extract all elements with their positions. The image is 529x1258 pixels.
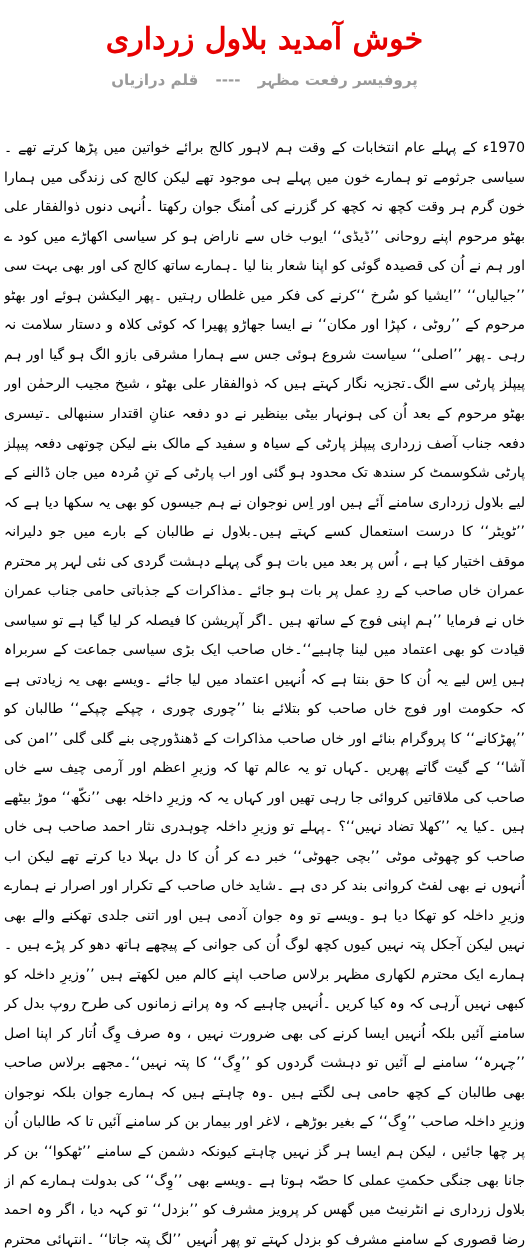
byline-separator: ---- xyxy=(215,71,241,89)
article-body xyxy=(0,134,529,1255)
article-paragraph-1: 1970ء کے پہلے عام انتخابات کے وقت ہم لاہور کالج برائے خواتین میں پڑھا کرتے تھے ۔سیاسی جرثومے تو ہمارے خون میں پہلے ہی موجود تھے لیکن کالج کی زندگی میں ہمارا خون گرم ہر وقت کچھ نہ کچھ کر گزرنے کی اُمنگ جوان رکھتا ۔اُنہی دنوں ذوالفقار علی بھٹو مرحوم اپنے روحانی ’’ڈیڈی‘‘ ایوب خاں سے ناراض ہو کر سیاسی اکھاڑے میں کود ے اور ہم نے اُن کی قصیدہ گوئی کو اپنا شعار بنا لیا ۔ہمارے ساتھ کالج کی اور بھی بہت سی ’’جیالیاں‘‘ ’’ایشیا کو سُرخ ‘‘کرنے کی فکر میں غلطاں رہتیں ۔پھر الیکشن ہوئے اور بھٹو مرحوم کے ’’روٹی ، کپڑا اور مکان‘‘ نے ایسا جھاڑو پھیرا کہ کوئی کلاہ و دستار سلامت نہ رہی ۔پھر ’’اصلی‘‘ سیاست شروع ہوئی جس سے ہمارا مشرقی بازو الگ ہو گیا اور ہم پیپلز پارٹی سے الگ۔تجزیہ نگار کہتے ہیں کہ ذوالفقار علی بھٹو ، شیخ مجیب الرحمٰن اور xyxy=(4,140,525,392)
byline-column-name: قلم درازیاں xyxy=(111,71,199,89)
byline-author: پروفیسر رفعت مظہر xyxy=(257,71,418,89)
article-title: خوش آمدید بلاول زرداری xyxy=(105,22,424,57)
byline xyxy=(0,66,529,94)
article-paragraph-3: بلاول زرداری نے انٹرنیٹ میں گھس کر پرویز مشرف کو ’’بزدل‘‘ تو کہہ دیا ، اگر وہ احمد رضا قصوری کے سامنے مشرف کو بزدل کہتے تو پھر اُنہیں ’’لگ پتہ جاتا‘‘ ۔انتہائی محترم xyxy=(4,1202,525,1248)
article-paragraph-2: بھٹو مرحوم کے بعد اُن کی ہونہار بیٹی بینظیر نے دو دفعہ عنانِ اقتدار سنبھالی ۔تیسری دفعہ جناب آصف زرداری پیپلز پارٹی کے سیاہ و سفید کے مالک بنے لیکن چوتھی دفعہ پیپلز پارٹی شکوسمٹ کر سندھ تک محدود ہو گئی اور اب پارٹی کے تنِ مُردہ میں جان ڈالنے کے لیے بلاول زرداری سامنے آئے ہیں اور اِس نوجوان نے ہم جیسوں کو بھی یہ سکھا دیا ہے کہ ’’ٹویٹر‘‘ کا درست استعمال کسے کہتے ہیں۔بلاول نے طالبان کے بارے میں جو دلیرانہ موقف اختیار کیا ہے ، اُس پر بعد میں بات ہو گی پہلے دہشت گردی کی نئی لہر پر محترم عمران خاں صاحب کے ردِ عمل پر بات ہو جائے ۔مذاکرات کے جذباتی حامی جناب عمران خاں نے فرمایا ’’ہم اپنی فوج کے ساتھ ہیں ۔اگر آپریشن کا فیصلہ کر لیا گیا ہے تو سیاسی قیادت کو بھی اعتماد میں لینا چاہیے‘‘۔خاں صاحب ایک بڑی سیاسی جماعت کے سربراہ ہیں اِس لیے یہ اُن کا حق بنتا ہے کہ اُنہیں اعتماد میں لیا جائے ۔ویسے بھی یہ زیادتی ہے کہ حکومت اور فوج خاں صاحب کو بتلائے بنا ’’چوری چوری ، چپکے چپکے‘‘ طالبان کو ’’پھڑکانے‘‘ کا پروگرام بنائے اور خاں صاحب مذاکرات کے ڈھنڈورچی بنے گلی گلی ’’امن کی آشا‘‘ کے گیت گاتے پھریں ۔کہاں تو یہ عالم تھا کہ وزیرِ اعظم اور آرمی چیف سے خاں صاحب کی ملاقاتیں کروائی جا رہی تھیں اور کہاں یہ کہ وزیرِ داخلہ بھی ’’نکّھ‘‘ موڑ بیٹھے ہیں ۔کیا یہ ’’کھلا تضاد نہیں‘‘؟ ۔پہلے تو وزیرِ داخلہ چوہدری نثار احمد صاحب ہی خاں صاحب کو چھوٹی موٹی ’’بچی جھوٹی‘‘ خبر دے کر اُن کا دل بہلا دیا کرتے تھے لیکن اب اُنہوں نے بھی لفٹ کروانی بند کر دی ہے ۔شاید خاں صاحب کے تکرار اور اصرار نے ہمارے وزیرِ داخلہ کو تھکا دیا ہو ۔ویسے تو وہ جوان آدمی ہیں اور اتنی جلدی تھکنے والے بھی نہیں لیکن آجکل پتہ نہیں کیوں کچھ لوگ اُن کی جوانی کے پیچھے ہاتھ دھو کر پڑے ہیں ۔ہمارے ایک محترم لکھاری مظہر برلاس صاحب اپنے کالم میں لکھتے ہیں ’’وزیرِ داخلہ کو کبھی نہیں آرہی کہ وہ کیا کریں ۔اُنہیں چاہیے کہ وہ پرانے زمانوں کی طرح روپ بدل کر سامنے آئیں بلکہ اُنہیں ایسا کرنے کی بھی ضرورت نہیں ، وہ صرف وِگ اُتار کر اپنا اصل ’’چہرہ‘‘ سامنے لے آئیں تو دہشت گردوں کو ’’وِگ‘‘ کا پتہ نہیں‘‘۔مجھے برلاس صاحب بھی طالبان کے کچھ حامی ہی لگتے ہیں ۔وہ چاہتے ہیں کہ ہمارے جوان بلکہ نوجوان وزیرِ داخلہ صاحب ’’وِگ‘‘ کے بغیر بوڑھے ، لاغر اور بیمار بن کر سامنے آئیں تا کہ طالبان اُن پر چھا جائیں ، لیکن ہم ایسا ہر گز نہیں چاہتے کیونکہ دشمن کے سامنے ’’ٹھکوا‘‘ بن کر جانا بھی جنگی حکمتِ عملی کا حصّہ ہوتا ہے ۔ویسے بھی ’’وِگ‘‘ کی بدولت ہمارے کم از xyxy=(4,406,525,1189)
